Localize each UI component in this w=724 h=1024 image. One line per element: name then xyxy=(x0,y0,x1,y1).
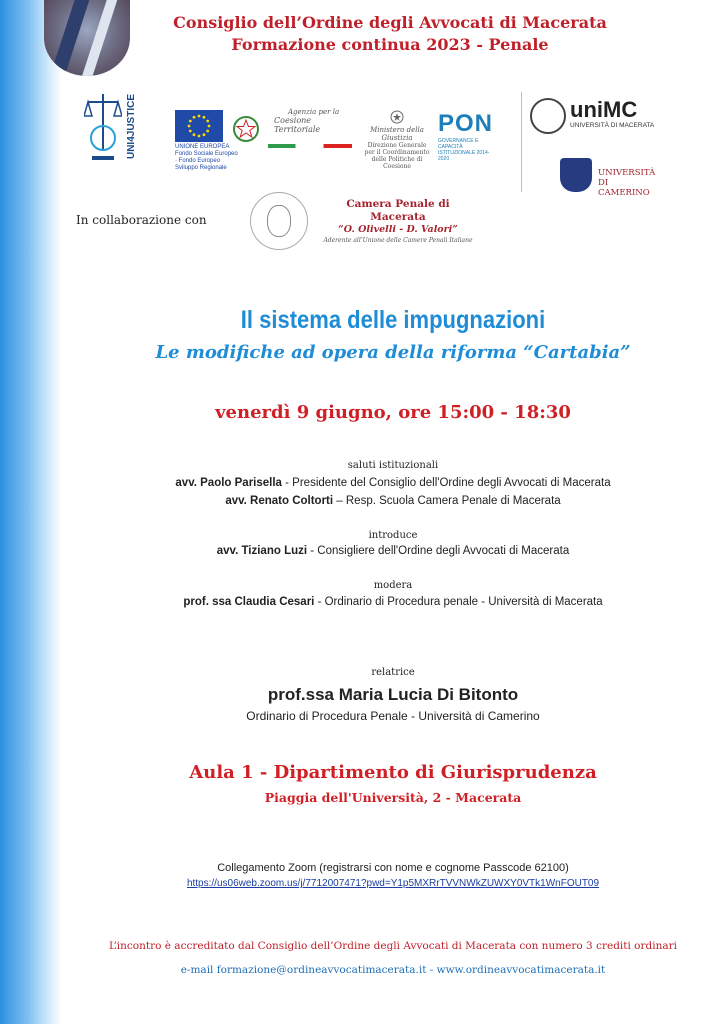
venue-room: Aula 1 - Dipartimento di Giurisprudenza xyxy=(189,762,597,783)
speaker-parisella xyxy=(62,477,724,489)
speaker-role: - Consigliere dell'Ordine degli Avvocati di Macerata xyxy=(307,545,570,557)
contact-info[interactable]: e-mail formazione@ordineavvocatimacerata.it - www.ordineavvocatimacerata.it xyxy=(180,964,606,976)
header-line-2: Formazione continua 2023 - Penale xyxy=(231,35,549,54)
unicam-shield-icon xyxy=(560,158,592,192)
pon-text: PON xyxy=(438,110,494,137)
eu-subtext: Fondo Sociale Europeo · Fondo Europeo Sviluppo Regionale xyxy=(175,151,238,171)
camera-penale-block xyxy=(318,198,478,246)
unimc-name: uniMC xyxy=(570,97,638,122)
unimc-subtext: UNIVERSITÀ DI MACERATA xyxy=(570,122,655,129)
ministero-giustizia-logo xyxy=(362,110,432,170)
speaker-name: avv. Renato Coltorti xyxy=(225,495,334,507)
venue-address: Piaggia dell'Università, 2 - Macerata xyxy=(264,790,522,805)
tricolor-stripe xyxy=(268,144,352,148)
italian-republic-emblem xyxy=(232,114,260,144)
speaker-di-bitonto-role: Ordinario di Procedura Penale - Università di Camerino xyxy=(246,709,540,723)
giustizia-line-2: Direzione Generale per il Coordinamento delle Politiche di Coesione xyxy=(364,142,430,170)
collaboration-label: In collaborazione con xyxy=(76,213,207,227)
speaker-role: – Resp. Scuola Camera Penale di Macerata xyxy=(333,495,561,507)
giustizia-line-1: Ministero della Giustizia xyxy=(370,126,424,142)
speaker-name: prof. ssa Claudia Cesari xyxy=(183,596,315,608)
speaker-cesari xyxy=(62,596,724,608)
logo-divider xyxy=(521,92,522,192)
introduce-label: introduce xyxy=(368,530,418,541)
unimc-seal-icon xyxy=(530,98,566,134)
pon-subtext: GOVERNANCE E CAPACITÀ ISTITUZIONALE 2014-2020 xyxy=(438,138,490,162)
page-header xyxy=(130,12,650,56)
event-datetime: venerdì 9 giugno, ore 15:00 - 18:30 xyxy=(215,402,571,423)
uni4justice-logo xyxy=(80,84,138,180)
camera-penale-note: Aderente all’Unione delle Camere Penali Italiane xyxy=(323,237,473,244)
star-emblem-icon xyxy=(232,114,260,144)
scales-of-justice-icon xyxy=(84,90,122,176)
side-gradient-band xyxy=(0,0,62,1024)
zoom-link[interactable]: https://us06web.zoom.us/j/7712007471?pwd=Y1p5MXRrTVVNWkZUWXY0VTk1WnFOUT09 xyxy=(186,878,600,889)
speaker-name: avv. Tiziano Luzi xyxy=(216,545,308,557)
unimc-logo xyxy=(530,98,670,134)
speaker-name: avv. Paolo Parisella xyxy=(175,477,282,489)
eu-flag-logo xyxy=(175,110,238,171)
event-title: Il sistema delle impugnazioni xyxy=(240,306,546,334)
unicam-name: UNIVERSITÀ DI CAMERINO xyxy=(598,168,656,198)
header-line-1: Consiglio dell’Ordine degli Avvocati di Macerata xyxy=(173,13,607,32)
saluti-label: saluti istituzionali xyxy=(347,460,439,471)
zoom-info: Collegamento Zoom (registrarsi con nome e cognome Passcode 62100) xyxy=(217,862,569,874)
camera-penale-names: “O. Olivelli - D. Valori” xyxy=(338,224,458,235)
pon-logo xyxy=(438,110,498,162)
agenzia-coesione-logo xyxy=(268,108,348,156)
modera-label: modera xyxy=(373,580,413,591)
camera-penale-seal xyxy=(250,192,308,250)
agenzia-line-1: Agenzia per la xyxy=(288,108,340,116)
eu-stars-icon xyxy=(175,110,223,142)
speaker-luzi xyxy=(62,545,724,557)
eu-name: UNIONE EUROPEA xyxy=(175,144,230,150)
header-photo xyxy=(44,0,130,76)
accreditation-note: L’incontro è accreditato dal Consiglio dell’Ordine degli Avvocati di Macerata con numero 3 crediti ordinari xyxy=(108,940,678,952)
relatrice-label: relatrice xyxy=(371,667,415,678)
unicam-logo xyxy=(560,158,660,198)
event-subtitle: Le modifiche ad opera della riforma “Cartabia” xyxy=(155,342,631,363)
uni4justice-text: UNI4JUSTICE xyxy=(126,94,137,160)
speaker-coltorti xyxy=(62,495,724,507)
republic-seal-icon xyxy=(390,110,404,124)
camera-penale-name: Camera Penale di Macerata xyxy=(346,198,450,223)
portrait-icon xyxy=(267,205,291,237)
agenzia-line-2: Coesione Territoriale xyxy=(274,116,321,134)
speaker-di-bitonto: prof.ssa Maria Lucia Di Bitonto xyxy=(267,685,519,704)
speaker-role: - Ordinario di Procedura penale - Università di Macerata xyxy=(314,596,603,608)
speaker-role: - Presidente del Consiglio dell'Ordine degli Avvocati di Macerata xyxy=(281,477,611,489)
